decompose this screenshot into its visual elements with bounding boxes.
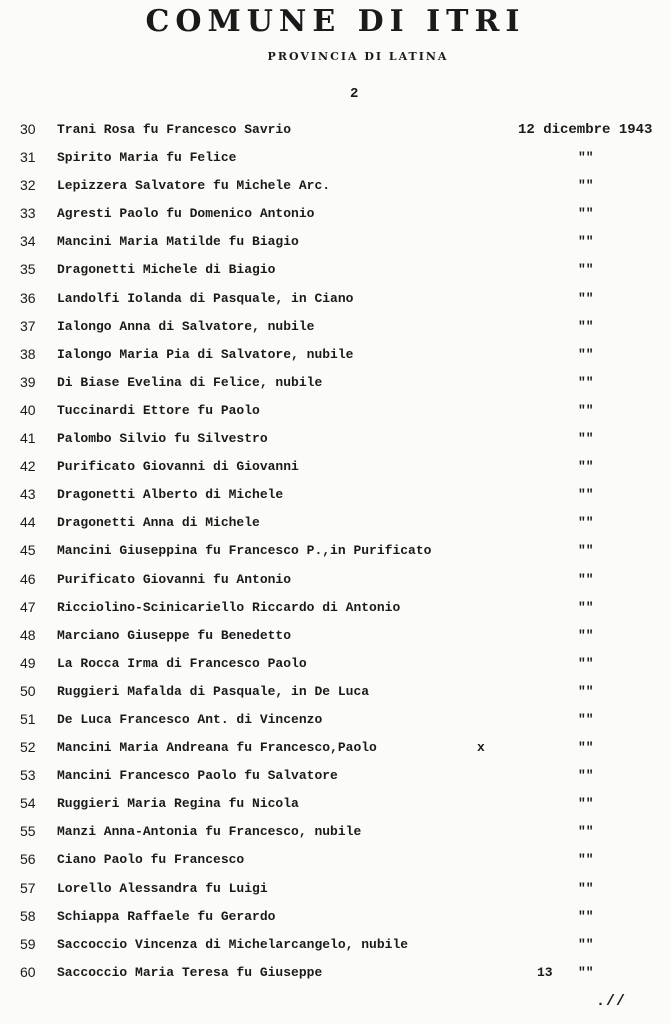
entry-number: 50 (20, 682, 36, 699)
entry-number: 59 (20, 935, 36, 952)
list-item (0, 627, 671, 655)
ditto-mark: "" (578, 655, 594, 671)
entry-number: 48 (20, 626, 36, 643)
entry-name: Marciano Giuseppe fu Benedetto (57, 627, 292, 643)
entry-name: Ruggieri Maria Regina fu Nicola (57, 796, 299, 812)
entry-name: Mancini Maria Matilde fu Biagio (57, 234, 299, 250)
list-item (0, 514, 671, 542)
list-item (0, 205, 671, 233)
ditto-mark: "" (578, 571, 594, 587)
entry-number: 57 (20, 879, 36, 896)
entry-number: 40 (20, 401, 36, 418)
ditto-mark: "" (578, 768, 594, 784)
entry-name: Dragonetti Anna di Michele (57, 515, 260, 531)
list-item (0, 402, 671, 430)
list-item (0, 964, 671, 992)
list-item (0, 599, 671, 627)
list-item (0, 711, 671, 739)
ditto-mark: "" (578, 796, 594, 812)
list-item (0, 430, 671, 458)
entry-number: 51 (20, 710, 36, 727)
entry-name: Agresti Paolo fu Domenico Antonio (57, 206, 315, 222)
list-item (0, 739, 671, 767)
ditto-mark: "" (578, 150, 594, 166)
entry-name: Lorello Alessandra fu Luigi (57, 880, 268, 896)
list-item (0, 261, 671, 289)
entry-number: 32 (20, 177, 36, 194)
entry-name: Schiappa Raffaele fu Gerardo (57, 908, 276, 924)
list-item (0, 458, 671, 486)
list-item (0, 346, 671, 374)
entry-number: 56 (20, 851, 36, 868)
list-item (0, 121, 671, 149)
ditto-mark: "" (578, 206, 594, 222)
entry-name: Purificato Giovanni fu Antonio (57, 571, 292, 587)
list-item (0, 880, 671, 908)
ditto-mark: "" (578, 178, 594, 194)
list-item (0, 542, 671, 570)
ditto-mark: "" (578, 683, 594, 699)
entry-name: Mancini Maria Andreana fu Francesco,Paolo (57, 740, 377, 756)
ditto-mark: "" (578, 262, 594, 278)
entry-number: 31 (20, 149, 36, 166)
entry-name: Ialongo Anna di Salvatore, nubile (57, 318, 315, 334)
ditto-mark: "" (578, 908, 594, 924)
list-item (0, 795, 671, 823)
ditto-mark: "" (578, 964, 594, 980)
entry-number: 58 (20, 907, 36, 924)
entry-annotation: 13 (537, 964, 553, 980)
entry-number: 33 (20, 205, 36, 222)
entry-number: 43 (20, 486, 36, 503)
entry-name: Mancini Francesco Paolo fu Salvatore (57, 768, 338, 784)
ditto-mark: "" (578, 515, 594, 531)
entry-number: 42 (20, 458, 36, 475)
ditto-mark: "" (578, 852, 594, 868)
entry-name: La Rocca Irma di Francesco Paolo (57, 655, 307, 671)
entry-list (0, 121, 671, 992)
list-item (0, 374, 671, 402)
ditto-mark: "" (578, 402, 594, 418)
list-item (0, 851, 671, 879)
entry-name: Tuccinardi Ettore fu Paolo (57, 402, 260, 418)
ditto-mark: "" (578, 627, 594, 643)
ditto-mark: "" (578, 459, 594, 475)
entry-date: 12 dicembre 1943 (518, 122, 653, 138)
entry-number: 60 (20, 963, 36, 980)
entry-name: Saccoccio Vincenza di Michelarcangelo, nubile (57, 936, 409, 952)
entry-name: Di Biase Evelina di Felice, nubile (57, 374, 323, 390)
entry-name: Purificato Giovanni di Giovanni (57, 459, 299, 475)
ditto-mark: "" (578, 711, 594, 727)
entry-number: 39 (20, 373, 36, 390)
list-item (0, 486, 671, 514)
entry-number: 52 (20, 739, 36, 756)
list-item (0, 655, 671, 683)
list-item (0, 936, 671, 964)
entry-number: 35 (20, 261, 36, 278)
entry-number: 53 (20, 767, 36, 784)
page-subtitle: PROVINCIA DI LATINA (267, 50, 449, 63)
entry-name: Landolfi Iolanda di Pasquale, in Ciano (57, 290, 354, 306)
entry-number: 34 (20, 233, 36, 250)
entry-name: Dragonetti Alberto di Michele (57, 487, 284, 503)
ditto-mark: "" (578, 374, 594, 390)
entry-name: De Luca Francesco Ant. di Vincenzo (57, 711, 323, 727)
entry-name: Ricciolino-Scinicariello Riccardo di Antonio (57, 599, 401, 615)
entry-name: Lepizzera Salvatore fu Michele Arc. (57, 178, 331, 194)
ditto-mark: "" (578, 346, 594, 362)
page-title: COMUNE DI ITRI (145, 4, 526, 39)
ditto-mark: "" (578, 318, 594, 334)
ditto-mark: "" (578, 599, 594, 615)
page-number: 2 (350, 86, 359, 102)
entry-name: Dragonetti Michele di Biagio (57, 262, 276, 278)
entry-number: 30 (20, 121, 36, 137)
list-item (0, 149, 671, 177)
ditto-mark: "" (578, 234, 594, 250)
entry-name: Trani Rosa fu Francesco Savrio (57, 122, 292, 137)
list-item (0, 683, 671, 711)
entry-name: Ciano Paolo fu Francesco (57, 852, 245, 868)
list-item (0, 177, 671, 205)
ditto-mark: "" (578, 543, 594, 559)
entry-name: Palombo Silvio fu Silvestro (57, 431, 268, 447)
entry-number: 45 (20, 542, 36, 559)
entry-name: Manzi Anna-Antonia fu Francesco, nubile (57, 824, 362, 840)
entry-number: 49 (20, 654, 36, 671)
entry-name: Saccoccio Maria Teresa fu Giuseppe (57, 964, 323, 980)
entry-number: 54 (20, 795, 36, 812)
ditto-mark: "" (578, 880, 594, 896)
entry-name: Spirito Maria fu Felice (57, 150, 237, 166)
ditto-mark: "" (578, 290, 594, 306)
ditto-mark: "" (578, 824, 594, 840)
list-item (0, 318, 671, 346)
entry-number: 37 (20, 317, 36, 334)
entry-number: 41 (20, 430, 36, 447)
list-item (0, 290, 671, 318)
list-item (0, 233, 671, 261)
entry-name: Mancini Giuseppina fu Francesco P.,in Purificato (57, 543, 432, 559)
list-item (0, 823, 671, 851)
list-item (0, 571, 671, 599)
ditto-mark: "" (578, 936, 594, 952)
list-item (0, 908, 671, 936)
entry-number: 55 (20, 823, 36, 840)
footer-mark: .// (596, 993, 627, 1010)
list-item (0, 767, 671, 795)
entry-number: 44 (20, 514, 36, 531)
entry-number: 38 (20, 345, 36, 362)
entry-number: 36 (20, 289, 36, 306)
entry-number: 46 (20, 570, 36, 587)
entry-number: 47 (20, 598, 36, 615)
ditto-mark: "" (578, 487, 594, 503)
entry-name: Ruggieri Mafalda di Pasquale, in De Luca (57, 683, 370, 699)
ditto-mark: "" (578, 431, 594, 447)
entry-note: x (477, 740, 485, 756)
entry-name: Ialongo Maria Pia di Salvatore, nubile (57, 346, 354, 362)
ditto-mark: "" (578, 740, 594, 756)
